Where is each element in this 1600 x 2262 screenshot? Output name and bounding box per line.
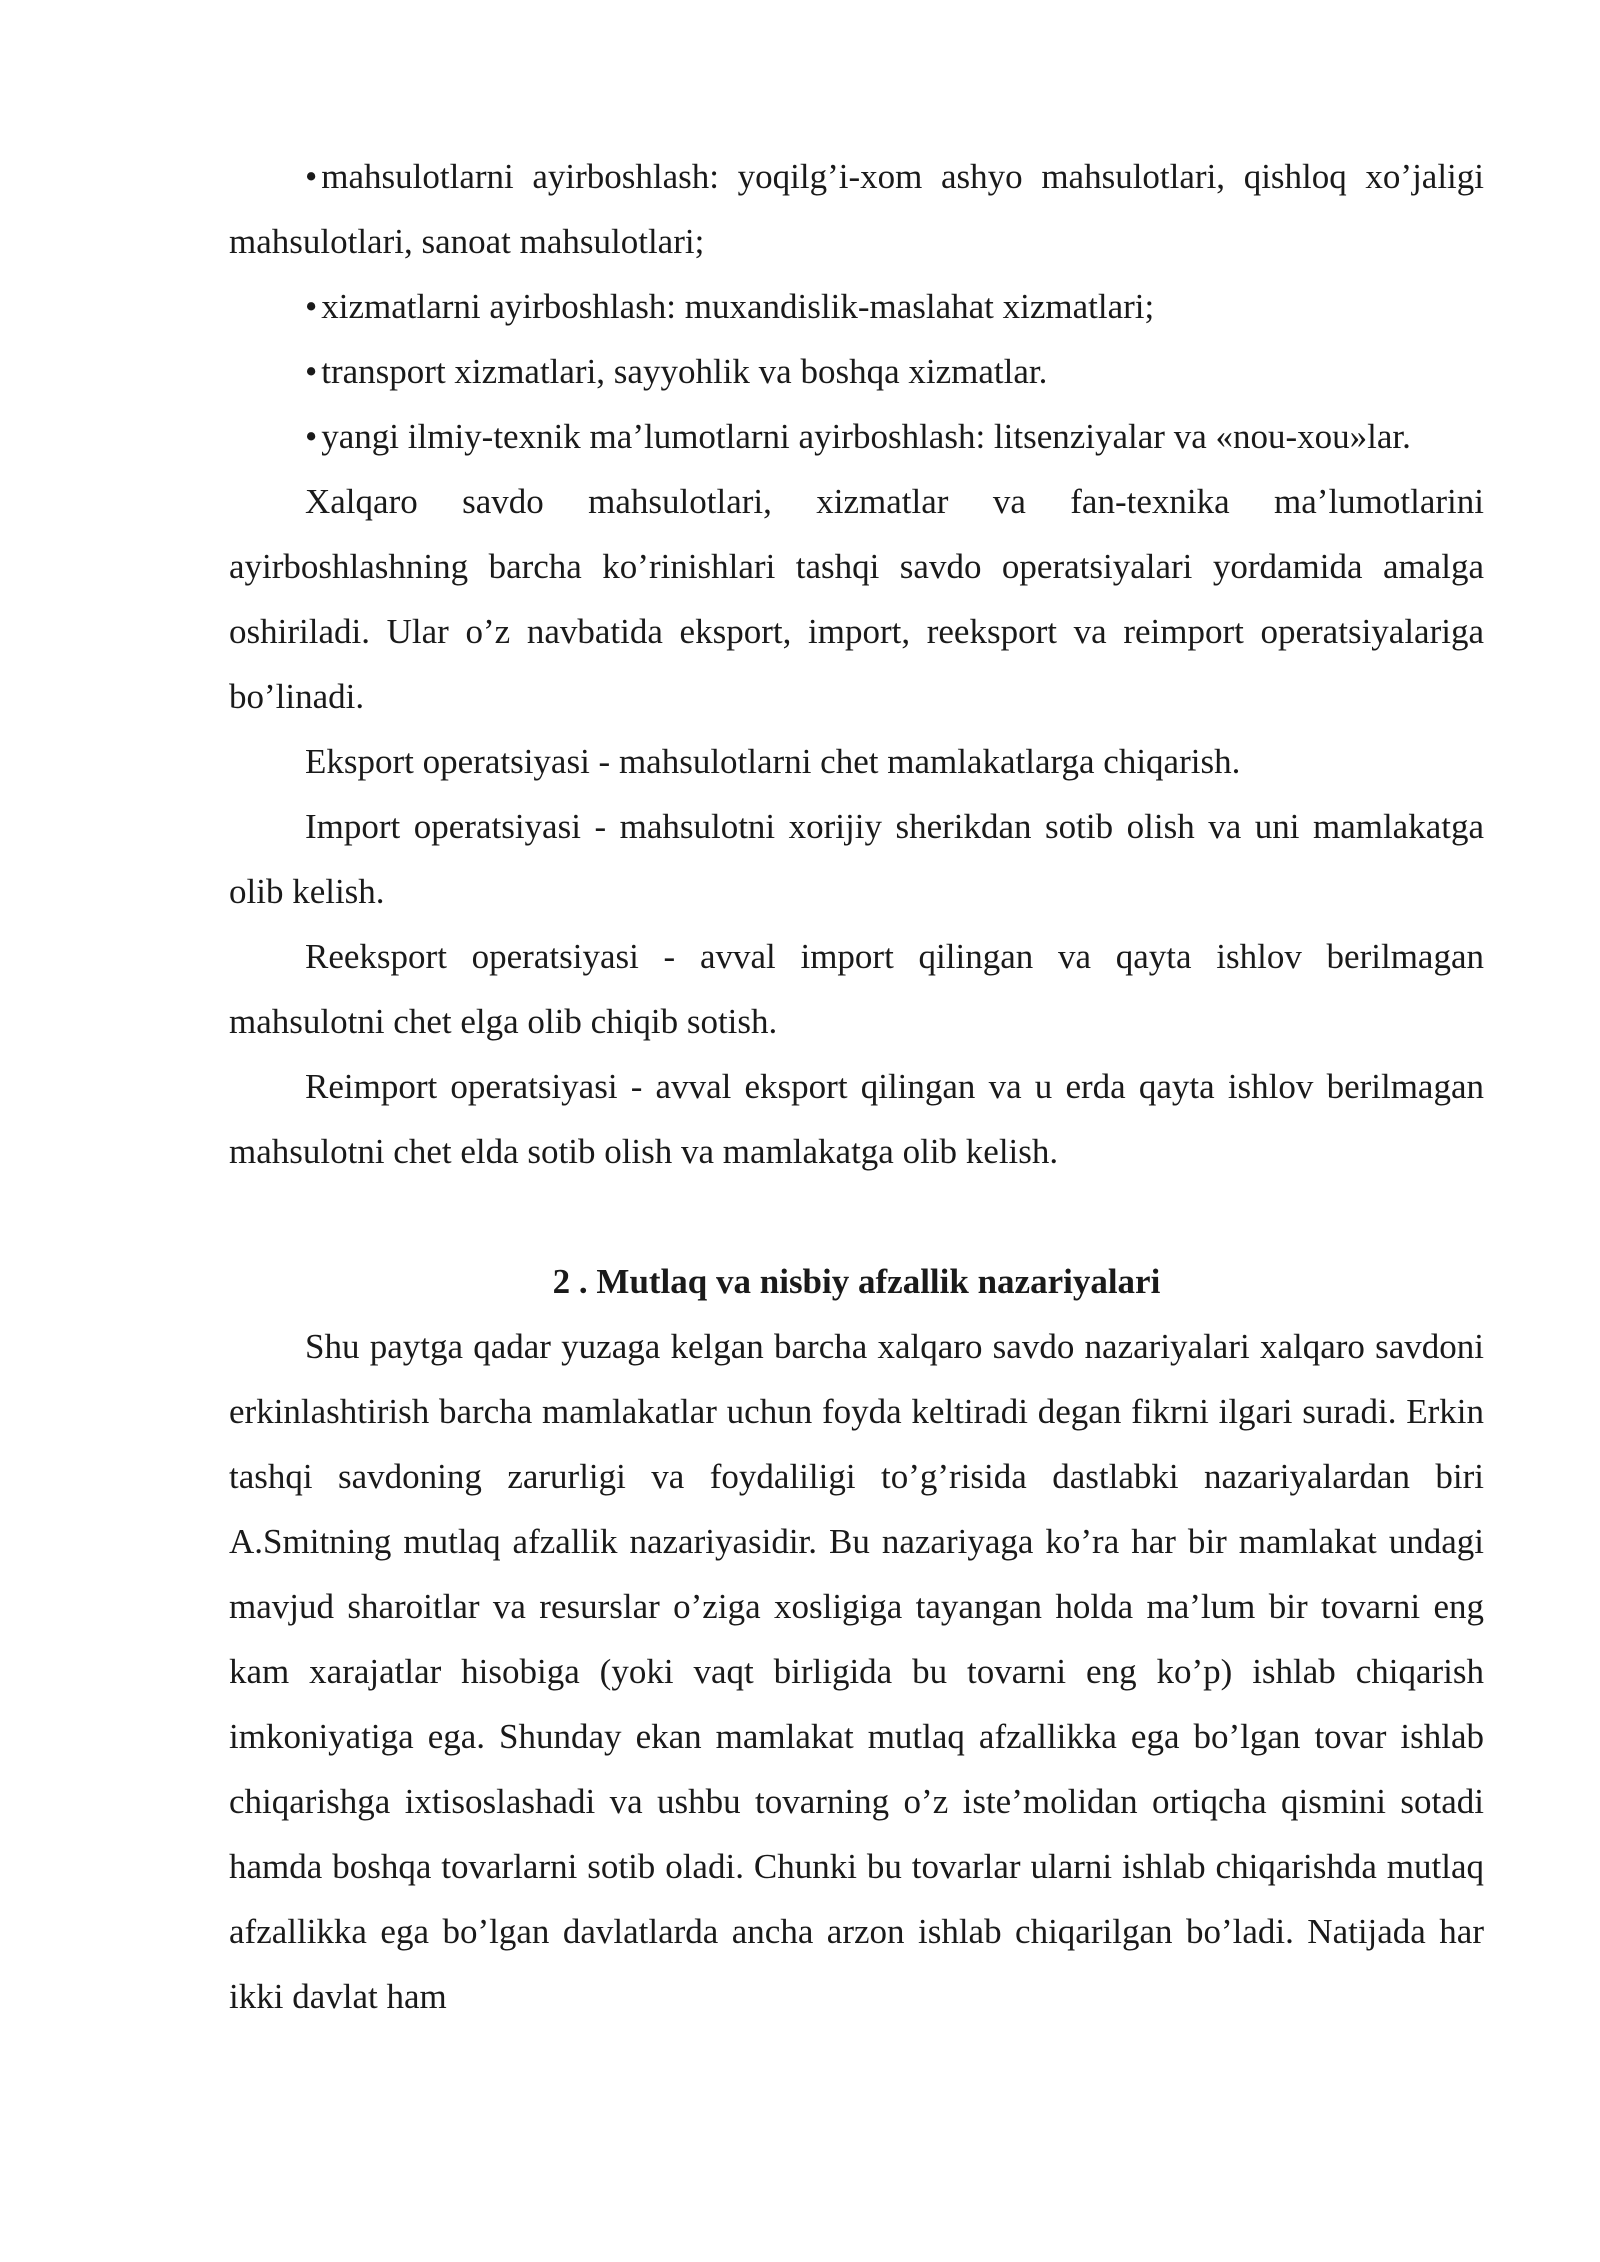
bullet-icon: •	[305, 287, 318, 326]
bullet-item	[229, 274, 1484, 339]
bullet-item	[229, 339, 1484, 404]
paragraph-reexport: Reeksport operatsiyasi - avval import qilingan va qayta ishlov berilmagan mahsulotni chet elga olib chiqib sotish.	[229, 937, 1484, 1041]
bullet-icon: •	[305, 352, 318, 391]
section-spacer	[229, 1184, 1484, 1249]
bullet-icon: •	[305, 417, 318, 456]
paragraph-theories: Shu paytga qadar yuzaga kelgan barcha xalqaro savdo nazariyalari xalqaro savdoni erkinlashtirish barcha mamlakatlar uchun foyda keltiradi degan fikrni ilgari suradi. Erkin tashqi savdoning zarurligi va foydaliligi to’g’risida dastlabki nazariyalardan biri A.Smitning mutlaq afzallik nazariyasidir. Bu nazariyaga ko’ra har bir mamlakat undagi mavjud sharoitlar va resurslar o’ziga xosligiga tayangan holda ma’lum bir tovarni eng kam xarajatlar hisobiga (yoki vaqt birligida bu tovarni eng ko’p) ishlab chiqarish imkoniyatiga ega. Shunday ekan mamlakat mutlaq afzallikka ega bo’lgan tovar ishlab chiqarishga ixtisoslashadi va ushbu tovarning o’z iste’molidan ortiqcha qismini sotadi hamda boshqa tovarlarni sotib oladi. Chunki bu tovarlar ularni ishlab chiqarishda mutlaq afzallikka ega bo’lgan davlatlarda ancha arzon ishlab chiqarilgan bo’ladi. Natijada har ikki davlat ham	[229, 1327, 1484, 2016]
bullet-text: xizmatlarni ayirboshlash: muxandislik-maslahat xizmatlari;	[321, 287, 1155, 326]
bullet-text: transport xizmatlari, sayyohlik va boshqa xizmatlar.	[321, 352, 1048, 391]
bullet-item	[229, 404, 1484, 469]
bullet-text: mahsulotlarni ayirboshlash: yoqilg’i-xom ashyo mahsulotlari, qishloq xo’jaligi mahsulotlari, sanoat mahsulotlari;	[229, 157, 1484, 261]
page-content	[229, 144, 1484, 2029]
bullet-item	[229, 144, 1484, 274]
paragraph-reimport: Reimport operatsiyasi - avval eksport qilingan va u erda qayta ishlov berilmagan mahsulotni chet elda sotib olish va mamlakatga olib kelish.	[229, 1067, 1484, 1171]
paragraph-export: Eksport operatsiyasi - mahsulotlarni chet mamlakatlarga chiqarish.	[305, 742, 1241, 781]
bullet-text: yangi ilmiy-texnik ma’lumotlarni ayirboshlash: litsenziyalar va «nou-xou»lar.	[321, 417, 1411, 456]
bullet-icon: •	[305, 157, 318, 196]
paragraph-import: Import operatsiyasi - mahsulotni xorijiy sherikdan sotib olish va uni mamlakatga olib kelish.	[229, 807, 1484, 911]
paragraph-trade-forms: Xalqaro savdo mahsulotlari, xizmatlar va fan-texnika ma’lumotlarini ayirboshlashning barcha ko’rinishlari tashqi savdo operatsiyalari yordamida amalga oshiriladi. Ular o’z navbatida eksport, import, reeksport va reimport operatsiyalariga bo’linadi.	[229, 482, 1484, 716]
section-heading: 2 . Mutlaq va nisbiy afzallik nazariyalari	[552, 1262, 1161, 1301]
